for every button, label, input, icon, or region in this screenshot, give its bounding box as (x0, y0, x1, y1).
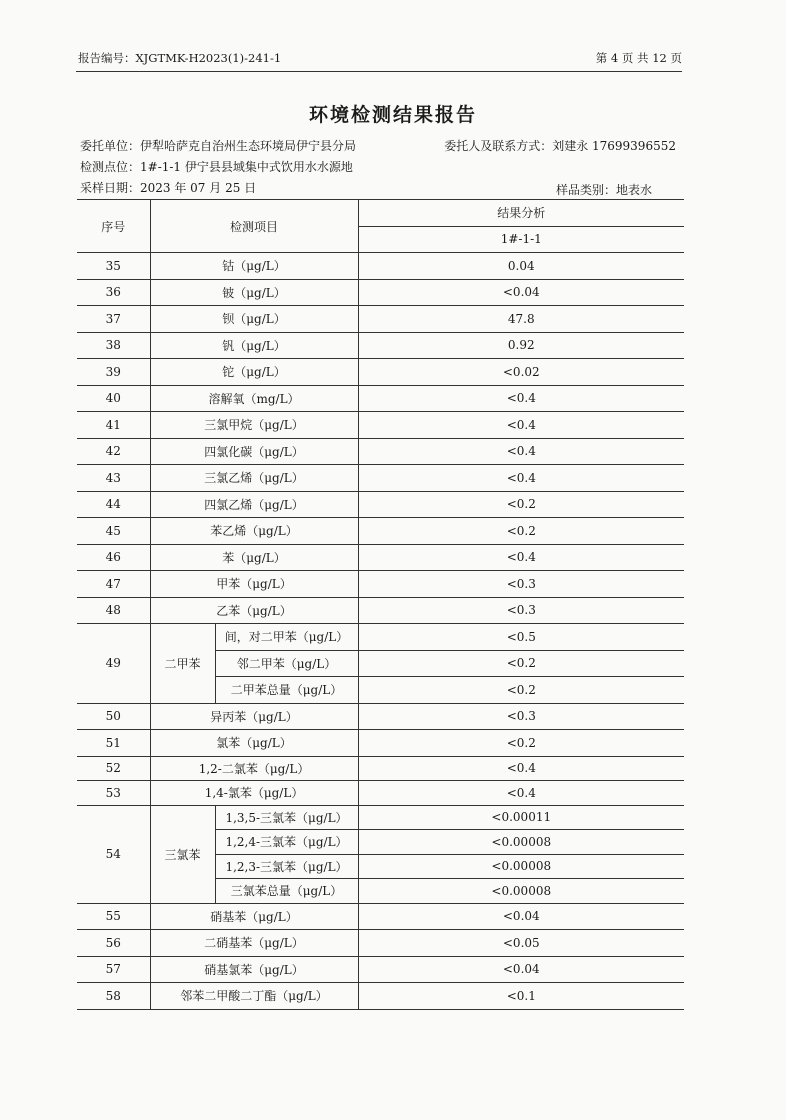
row-result: <0.4 (358, 544, 684, 571)
row-result: <0.4 (358, 756, 684, 781)
table-row (77, 571, 684, 598)
row-item: 1,4-氯苯（μg/L） (150, 781, 358, 806)
row-item: 苯（μg/L） (150, 544, 358, 571)
row-result: <0.2 (358, 677, 684, 704)
header-no: 序号 (77, 200, 150, 253)
row-result: <0.3 (358, 597, 684, 624)
row-item: 四氯乙烯（μg/L） (150, 491, 358, 518)
row-result: 47.8 (358, 306, 684, 333)
row-result: <0.00008 (358, 830, 684, 855)
table-row (77, 781, 684, 806)
table-row (77, 306, 684, 333)
sampling-site: 检测点位：1#-1-1 伊宁县县域集中式饮用水水源地 (80, 160, 353, 174)
row-group: 二甲苯 (150, 624, 215, 704)
table-row (77, 465, 684, 492)
row-result: <0.2 (358, 650, 684, 677)
row-result: <0.00008 (358, 854, 684, 879)
row-no: 48 (77, 597, 150, 624)
row-result: <0.00008 (358, 879, 684, 904)
row-item: 二硝基苯（μg/L） (150, 930, 358, 957)
row-result: <0.05 (358, 930, 684, 957)
row-item: 钴（μg/L） (150, 253, 358, 280)
header-sample-id: 1#-1-1 (358, 226, 684, 253)
row-result: <0.4 (358, 438, 684, 465)
row-item: 异丙苯（μg/L） (150, 703, 358, 730)
row-result: <0.4 (358, 385, 684, 412)
table-row (77, 983, 684, 1010)
table-row (77, 412, 684, 439)
row-no: 55 (77, 903, 150, 930)
row-no: 36 (77, 279, 150, 306)
sampling-date: 采样日期：2023 年 07 月 25 日 (80, 181, 257, 195)
row-no: 50 (77, 703, 150, 730)
header-result: 结果分析 (358, 200, 684, 227)
header-item: 检测项目 (150, 200, 358, 253)
report-number: 报告编号：XJGTMK-H2023(1)-241-1 (78, 51, 282, 65)
table-row (77, 730, 684, 757)
client-contact: 委托人及联系方式：刘建永 17699396552 (444, 139, 676, 153)
row-result: <0.2 (358, 491, 684, 518)
row-item: 甲苯（μg/L） (150, 571, 358, 598)
header-divider (76, 71, 682, 72)
table-row (77, 491, 684, 518)
row-no: 38 (77, 332, 150, 359)
row-item: 乙苯（μg/L） (150, 597, 358, 624)
row-no: 44 (77, 491, 150, 518)
row-item: 三氯乙烯（μg/L） (150, 465, 358, 492)
row-no: 45 (77, 518, 150, 545)
row-item: 四氯化碳（μg/L） (150, 438, 358, 465)
row-no: 42 (77, 438, 150, 465)
table-row (77, 903, 684, 930)
row-item: 苯乙烯（μg/L） (150, 518, 358, 545)
row-result: <0.4 (358, 781, 684, 806)
row-subitem: 三氯苯总量（μg/L） (215, 879, 358, 904)
row-result: <0.2 (358, 730, 684, 757)
row-no: 54 (77, 805, 150, 903)
row-item: 钒（μg/L） (150, 332, 358, 359)
row-subitem: 1,2,3-三氯苯（μg/L） (215, 854, 358, 879)
row-result: <0.00011 (358, 805, 684, 830)
row-no: 53 (77, 781, 150, 806)
row-no: 52 (77, 756, 150, 781)
row-item: 1,2-二氯苯（μg/L） (150, 756, 358, 781)
table-row (77, 930, 684, 957)
row-no: 43 (77, 465, 150, 492)
table-row (77, 597, 684, 624)
row-result: <0.3 (358, 703, 684, 730)
sample-type: 样品类别：地表水 (555, 183, 652, 197)
table-header-row (77, 200, 684, 227)
row-item: 硝基苯（μg/L） (150, 903, 358, 930)
row-no: 39 (77, 359, 150, 386)
row-subitem: 间，对二甲苯（μg/L） (215, 624, 358, 651)
row-no: 51 (77, 730, 150, 757)
page-header (78, 50, 682, 70)
row-item: 铍（μg/L） (150, 279, 358, 306)
row-item: 三氯甲烷（μg/L） (150, 412, 358, 439)
table-row (77, 518, 684, 545)
page-indicator: 第 4 页 共 12 页 (595, 51, 682, 65)
table-row (77, 253, 684, 280)
row-item: 溶解氧（mg/L） (150, 385, 358, 412)
table-row (77, 438, 684, 465)
row-item: 硝基氯苯（μg/L） (150, 956, 358, 983)
row-result: <0.04 (358, 279, 684, 306)
row-no: 40 (77, 385, 150, 412)
row-result: <0.3 (358, 571, 684, 598)
row-no: 35 (77, 253, 150, 280)
row-no: 37 (77, 306, 150, 333)
row-group: 三氯苯 (150, 805, 215, 903)
table-row (77, 385, 684, 412)
row-subitem: 二甲苯总量（μg/L） (215, 677, 358, 704)
row-item: 铊（μg/L） (150, 359, 358, 386)
table-row (77, 805, 684, 830)
row-no: 46 (77, 544, 150, 571)
page-title: 环境检测结果报告 (308, 104, 477, 126)
row-item: 邻苯二甲酸二丁酯（μg/L） (150, 983, 358, 1010)
row-result: 0.04 (358, 253, 684, 280)
row-item: 氯苯（μg/L） (150, 730, 358, 757)
table-row (77, 756, 684, 781)
row-result: <0.4 (358, 465, 684, 492)
table-row (77, 544, 684, 571)
row-subitem: 邻二甲苯（μg/L） (215, 650, 358, 677)
table-row (77, 332, 684, 359)
row-item: 钡（μg/L） (150, 306, 358, 333)
row-result: <0.02 (358, 359, 684, 386)
row-no: 49 (77, 624, 150, 704)
table-row (77, 359, 684, 386)
table-row (77, 279, 684, 306)
row-no: 47 (77, 571, 150, 598)
row-result: <0.4 (358, 412, 684, 439)
client-unit: 委托单位：伊犁哈萨克自治州生态环境局伊宁县分局 (80, 139, 357, 153)
row-subitem: 1,2,4-三氯苯（μg/L） (215, 830, 358, 855)
table-row (77, 624, 684, 651)
table-row (77, 956, 684, 983)
row-subitem: 1,3,5-三氯苯（μg/L） (215, 805, 358, 830)
table-row (77, 703, 684, 730)
row-result: <0.04 (358, 956, 684, 983)
row-result: <0.04 (358, 903, 684, 930)
row-no: 41 (77, 412, 150, 439)
row-no: 57 (77, 956, 150, 983)
row-no: 56 (77, 930, 150, 957)
row-no: 58 (77, 983, 150, 1010)
row-result: <0.2 (358, 518, 684, 545)
results-table (77, 199, 684, 1010)
row-result: <0.1 (358, 983, 684, 1010)
row-result: <0.5 (358, 624, 684, 651)
row-result: 0.92 (358, 332, 684, 359)
